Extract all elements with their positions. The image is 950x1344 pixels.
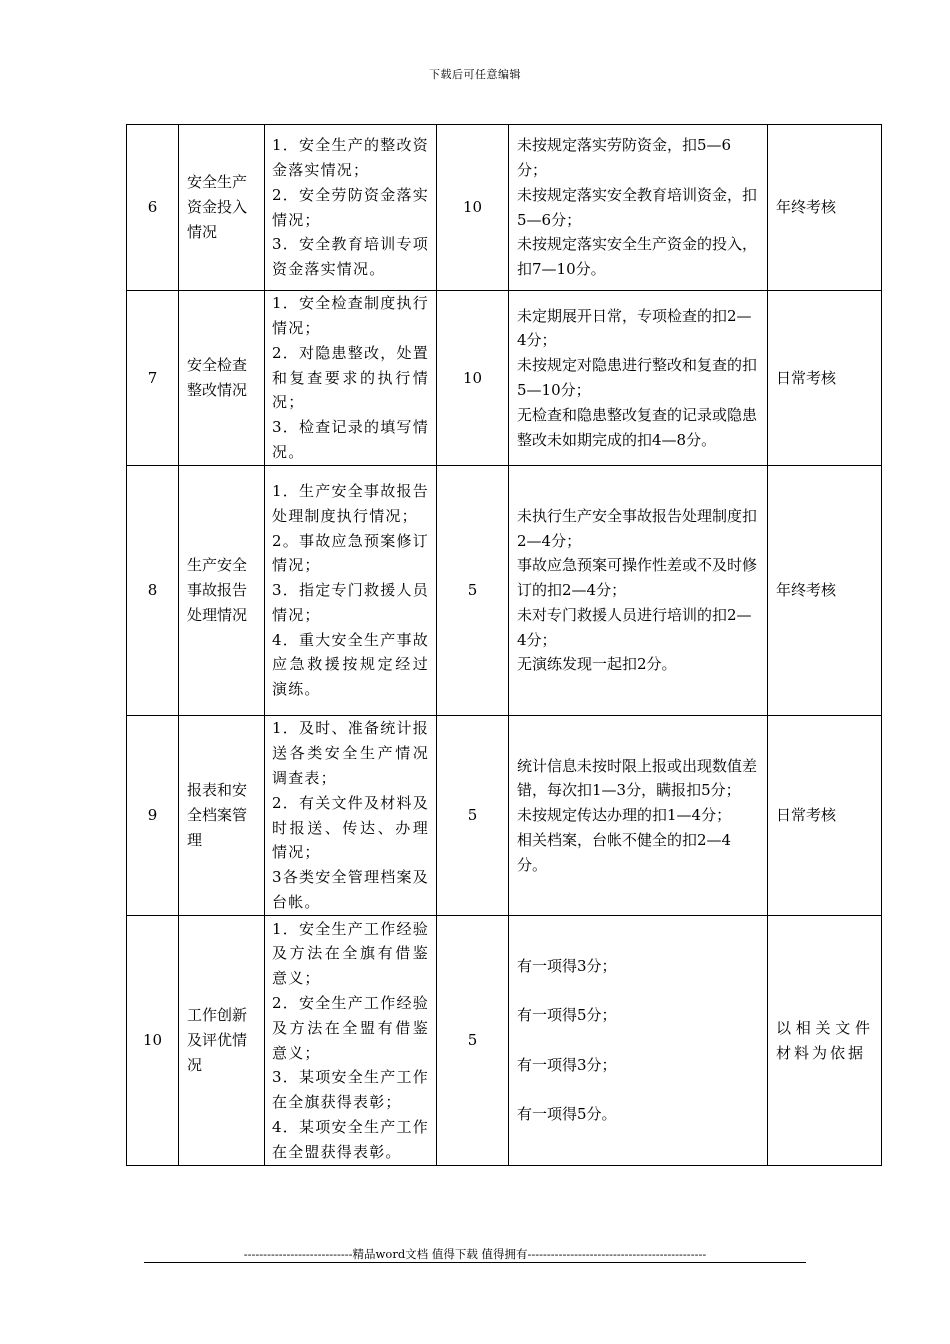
score-value: 5 — [437, 466, 509, 716]
assessment-method: 日常考核 — [768, 291, 882, 466]
content-line: 1．安全检查制度执行情况； — [272, 294, 429, 337]
content-line: 3．安全教育培训专项资金落实情况。 — [272, 235, 429, 279]
content-line: 1．安全生产的整改资金落实情况； — [272, 136, 429, 179]
page-header: 下载后可任意编辑 — [429, 68, 521, 81]
row-number: 9 — [127, 716, 179, 916]
table-row — [127, 466, 882, 716]
row-number: 10 — [127, 916, 179, 1166]
content-line: 2．安全劳防资金落实情况； — [272, 185, 429, 229]
assessment-method: 年终考核 — [768, 466, 882, 716]
score-value: 5 — [437, 716, 509, 916]
assessment-item: 工作创新及评优情况 — [179, 916, 265, 1166]
assessment-content — [265, 916, 437, 1166]
assessment-item: 安全检查整改情况 — [179, 291, 265, 466]
rule-line: 相关档案，台帐不健全的扣2—4分。 — [517, 830, 732, 874]
row-number: 7 — [127, 291, 179, 466]
assessment-table — [126, 124, 882, 1166]
content-line: 4．重大安全生产事故应急救援按规定经过演练。 — [272, 630, 429, 699]
rule-line: 未按规定对隐患进行整改和复查的扣5—10分； — [517, 356, 758, 399]
content-line: 1．生产安全事故报告处理制度执行情况； — [272, 481, 429, 525]
scoring-rules — [509, 916, 768, 1166]
scoring-rules — [509, 291, 768, 466]
score-value: 10 — [437, 291, 509, 466]
rule-line: 有一项得3分； — [517, 1055, 617, 1074]
content-line: 3．指定专门救援人员情况； — [272, 581, 429, 624]
content-line: 4．某项安全生产工作在全盟获得表彰。 — [272, 1117, 429, 1161]
assessment-item: 报表和安全档案管理 — [179, 716, 265, 916]
rule-line: 有一项得5分。 — [517, 1105, 617, 1124]
rule-line: 未按规定传达办理的扣1—4分； — [517, 806, 732, 825]
scoring-rules — [509, 125, 768, 291]
content-line: 2．对隐患整改，处置和复查要求的执行情况； — [272, 343, 429, 412]
assessment-item: 生产安全事故报告处理情况 — [179, 466, 265, 716]
rule-line: 统计信息未按时限上报或出现数值差错，每次扣1—3分，瞒报扣5分； — [517, 756, 758, 800]
rule-line: 事故应急预案可操作性差或不及时修订的扣2—4分； — [517, 556, 758, 600]
score-value: 5 — [437, 916, 509, 1166]
table-row — [127, 125, 882, 291]
scoring-rules — [509, 466, 768, 716]
rule-line: 未按规定落实劳防资金，扣5—6分； — [517, 136, 732, 179]
content-line: 2。事故应急预案修订情况； — [272, 531, 429, 575]
row-number: 8 — [127, 466, 179, 716]
assessment-item: 安全生产资金投入情况 — [179, 125, 265, 291]
assessment-method: 年终考核 — [768, 125, 882, 291]
rule-line: 未对专门救援人员进行培训的扣2—4分； — [517, 605, 752, 649]
rule-line: 未按规定落实安全教育培训资金，扣5—6分； — [517, 185, 758, 229]
page-footer: ----------------------------精品word文档 值得下载 值得拥有---------------------------------------------- — [243, 1247, 707, 1261]
scoring-rules — [509, 716, 768, 916]
assessment-method: 以相关文件材料为依据 — [768, 916, 882, 1166]
content-line: 2．有关文件及材料及时报送、传达、办理情况； — [272, 793, 429, 862]
rule-line: 未按规定落实安全生产资金的投入，扣7—10分。 — [517, 235, 758, 279]
rule-line: 有一项得5分； — [517, 1006, 617, 1025]
table-row — [127, 291, 882, 466]
table-row — [127, 716, 882, 916]
rule-line: 无演练发现一起扣2分。 — [517, 655, 677, 674]
content-line: 3．某项安全生产工作在全旗获得表彰； — [272, 1068, 429, 1112]
rule-line: 未执行生产安全事故报告处理制度扣2—4分； — [517, 506, 758, 550]
footer-divider — [144, 1262, 806, 1263]
rule-line: 无检查和隐患整改复查的记录或隐患整改未如期完成的扣4—8分。 — [517, 405, 758, 449]
score-value: 10 — [437, 125, 509, 291]
table-row — [127, 916, 882, 1166]
rule-line: 未定期展开日常，专项检查的扣2—4分； — [517, 306, 752, 350]
rule-line: 有一项得3分； — [517, 956, 617, 975]
row-number: 6 — [127, 125, 179, 291]
content-line: 3．检查记录的填写情况。 — [272, 418, 429, 461]
content-line: 1．及时、准备统计报送各类安全生产情况调查表； — [272, 719, 429, 787]
content-line: 1．安全生产工作经验及方法在全旗有借鉴意义； — [272, 919, 429, 988]
assessment-content — [265, 291, 437, 466]
assessment-content — [265, 466, 437, 716]
assessment-content — [265, 125, 437, 291]
content-line: 3各类安全管理档案及台帐。 — [272, 868, 429, 911]
assessment-content — [265, 716, 437, 916]
assessment-method: 日常考核 — [768, 716, 882, 916]
content-line: 2．安全生产工作经验及方法在全盟有借鉴意义； — [272, 993, 429, 1062]
